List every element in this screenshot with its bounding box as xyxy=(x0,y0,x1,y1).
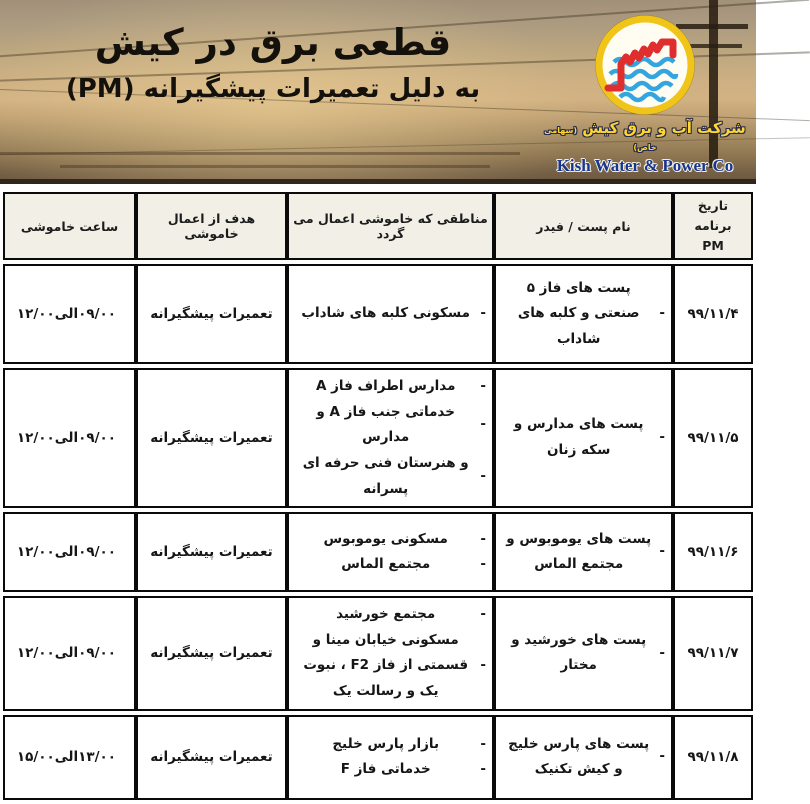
bullet-text: خدماتی جنب فاز A و مدارس xyxy=(316,403,455,446)
time-end: ۱۵/۰۰ xyxy=(16,749,55,766)
bullet-text: مجتمع خورشید xyxy=(336,606,436,623)
water-power-emblem-icon xyxy=(592,12,698,118)
bullet-dash: - xyxy=(659,429,665,446)
feeder-cell xyxy=(494,368,673,508)
bullet-dash: - xyxy=(480,761,486,778)
bullet-text: مجتمع الماس xyxy=(341,556,431,573)
bullet-item xyxy=(502,276,665,353)
time-cell xyxy=(3,512,136,592)
bullet-item xyxy=(295,628,486,705)
bullet-item xyxy=(502,628,665,679)
col-header-date-line1: تاریخ برنامه xyxy=(694,198,732,233)
bullet-text: خدماتی فاز F xyxy=(340,761,431,778)
page-subtitle: به دلیل تعمیرات پیشگیرانه (PM) xyxy=(65,74,481,105)
bullet-dash: - xyxy=(480,467,486,484)
time-cell xyxy=(3,264,136,364)
bullet-dash: - xyxy=(480,657,486,674)
sea-horizon xyxy=(0,152,520,155)
bullet-item xyxy=(295,552,486,578)
bullet-dash: - xyxy=(480,735,486,752)
time-separator: الی xyxy=(54,749,79,766)
company-type-fa: (سهامی خاص) xyxy=(544,126,657,152)
feeder-cell xyxy=(494,512,673,592)
time-start: ۰۹/۰۰ xyxy=(78,645,116,662)
time-start: ۰۹/۰۰ xyxy=(78,430,116,447)
bullet-dash: - xyxy=(659,543,665,560)
bullet-item xyxy=(295,732,486,758)
bullet-text: مسکونی خیابان مینا و قسمتی از فاز F2 ، نبوت یک و رسالت یک xyxy=(303,631,469,700)
company-name-en: Kish Water & Power Co xyxy=(556,156,734,175)
col-header-date xyxy=(673,192,753,260)
time-end: ۱۲/۰۰ xyxy=(16,645,55,662)
bullet-dash: - xyxy=(480,556,486,573)
bullet-text: مسکونی کلبه های شاداب xyxy=(301,305,470,322)
table-row xyxy=(3,368,753,508)
bullet-item xyxy=(295,602,486,628)
time-end: ۱۲/۰۰ xyxy=(16,544,55,561)
time-end: ۱۲/۰۰ xyxy=(16,430,55,447)
bullet-item xyxy=(502,412,665,463)
areas-cell xyxy=(287,264,494,364)
areas-cell xyxy=(287,596,494,711)
bullet-text: و هنرستان فنی حرفه ای پسرانه xyxy=(302,454,469,497)
time-cell xyxy=(3,596,136,711)
time-separator: الی xyxy=(54,430,79,447)
feeder-cell xyxy=(494,715,673,800)
table-header-row xyxy=(3,192,753,260)
table-row xyxy=(3,715,753,800)
purpose-cell: تعمیرات پیشگیرانه xyxy=(136,368,287,508)
purpose-cell: تعمیرات پیشگیرانه xyxy=(136,512,287,592)
time-separator: الی xyxy=(54,645,79,662)
bullet-text: پست های یوموبوس و مجتمع الماس xyxy=(506,530,652,573)
areas-cell xyxy=(287,512,494,592)
date-cell: ۹۹/۱۱/۵ xyxy=(673,368,753,508)
company-name-fa-text: شرکت آب و برق کیش xyxy=(582,119,746,137)
bullet-text: پست های فاز ۵ صنعتی و کلبه های شاداب xyxy=(517,279,640,347)
table-row xyxy=(3,512,753,592)
time-range xyxy=(11,749,128,765)
time-start: ۰۹/۰۰ xyxy=(78,544,116,561)
time-range xyxy=(11,430,128,446)
areas-cell xyxy=(287,368,494,508)
page-title: قطعی برق در کیش xyxy=(94,21,452,64)
col-header-purpose: هدف از اعمال خاموشی xyxy=(136,192,287,260)
time-separator: الی xyxy=(54,544,79,561)
time-range xyxy=(11,645,128,661)
date-cell: ۹۹/۱۱/۴ xyxy=(673,264,753,364)
col-header-time: ساعت خاموشی xyxy=(3,192,136,260)
bullet-dash: - xyxy=(480,378,486,394)
time-cell xyxy=(3,368,136,508)
bullet-item xyxy=(295,527,486,553)
bullet-item xyxy=(295,400,486,451)
time-range xyxy=(11,544,128,560)
bullet-dash: - xyxy=(659,644,665,661)
purpose-cell: تعمیرات پیشگیرانه xyxy=(136,596,287,711)
col-header-areas: مناطقی که خاموشی اعمال می گردد xyxy=(287,192,494,260)
areas-cell xyxy=(287,715,494,800)
col-header-feeder: نام پست / فیدر xyxy=(494,192,673,260)
bullet-text: مدارس اطراف فاز A xyxy=(315,378,456,394)
bullet-item xyxy=(502,527,665,578)
bullet-dash: - xyxy=(480,606,486,623)
bullet-text: پست های خورشید و مختار xyxy=(511,631,647,674)
time-cell xyxy=(3,715,136,800)
bullet-item xyxy=(295,757,486,783)
col-header-date-line2: PM xyxy=(702,238,724,253)
date-cell: ۹۹/۱۱/۶ xyxy=(673,512,753,592)
header-banner xyxy=(0,0,756,184)
outage-table-body xyxy=(3,264,753,800)
bullet-text: پست های پارس خلیج و کیش تکنیک xyxy=(508,735,650,778)
bullet-dash: - xyxy=(480,530,486,547)
page-title-block xyxy=(38,20,508,104)
table-row xyxy=(3,264,753,364)
date-cell: ۹۹/۱۱/۷ xyxy=(673,596,753,711)
purpose-cell: تعمیرات پیشگیرانه xyxy=(136,264,287,364)
bullet-text: مسکونی یوموبوس xyxy=(323,530,448,547)
bullet-dash: - xyxy=(659,305,665,322)
company-logo xyxy=(538,12,752,176)
bullet-item xyxy=(295,451,486,502)
bullet-dash: - xyxy=(480,416,486,433)
table-row xyxy=(3,596,753,711)
outage-schedule-table xyxy=(3,188,753,804)
bullet-text: بازار پارس خلیج xyxy=(332,735,440,752)
time-range xyxy=(11,306,128,322)
time-start: ۱۳/۰۰ xyxy=(78,749,116,766)
bullet-dash: - xyxy=(480,305,486,322)
time-end: ۱۲/۰۰ xyxy=(16,306,55,322)
bullet-item xyxy=(295,374,486,400)
bullet-item xyxy=(502,732,665,783)
bullet-dash: - xyxy=(659,748,665,765)
purpose-cell: تعمیرات پیشگیرانه xyxy=(136,715,287,800)
date-cell: ۹۹/۱۱/۸ xyxy=(673,715,753,800)
feeder-cell xyxy=(494,596,673,711)
sea-horizon xyxy=(60,165,490,168)
time-start: ۰۹/۰۰ xyxy=(78,306,116,322)
company-name-fa xyxy=(538,120,752,153)
bullet-item xyxy=(295,301,486,327)
feeder-cell xyxy=(494,264,673,364)
bullet-text: پست های مدارس و سکه زنان xyxy=(513,416,644,459)
time-separator: الی xyxy=(54,306,79,322)
